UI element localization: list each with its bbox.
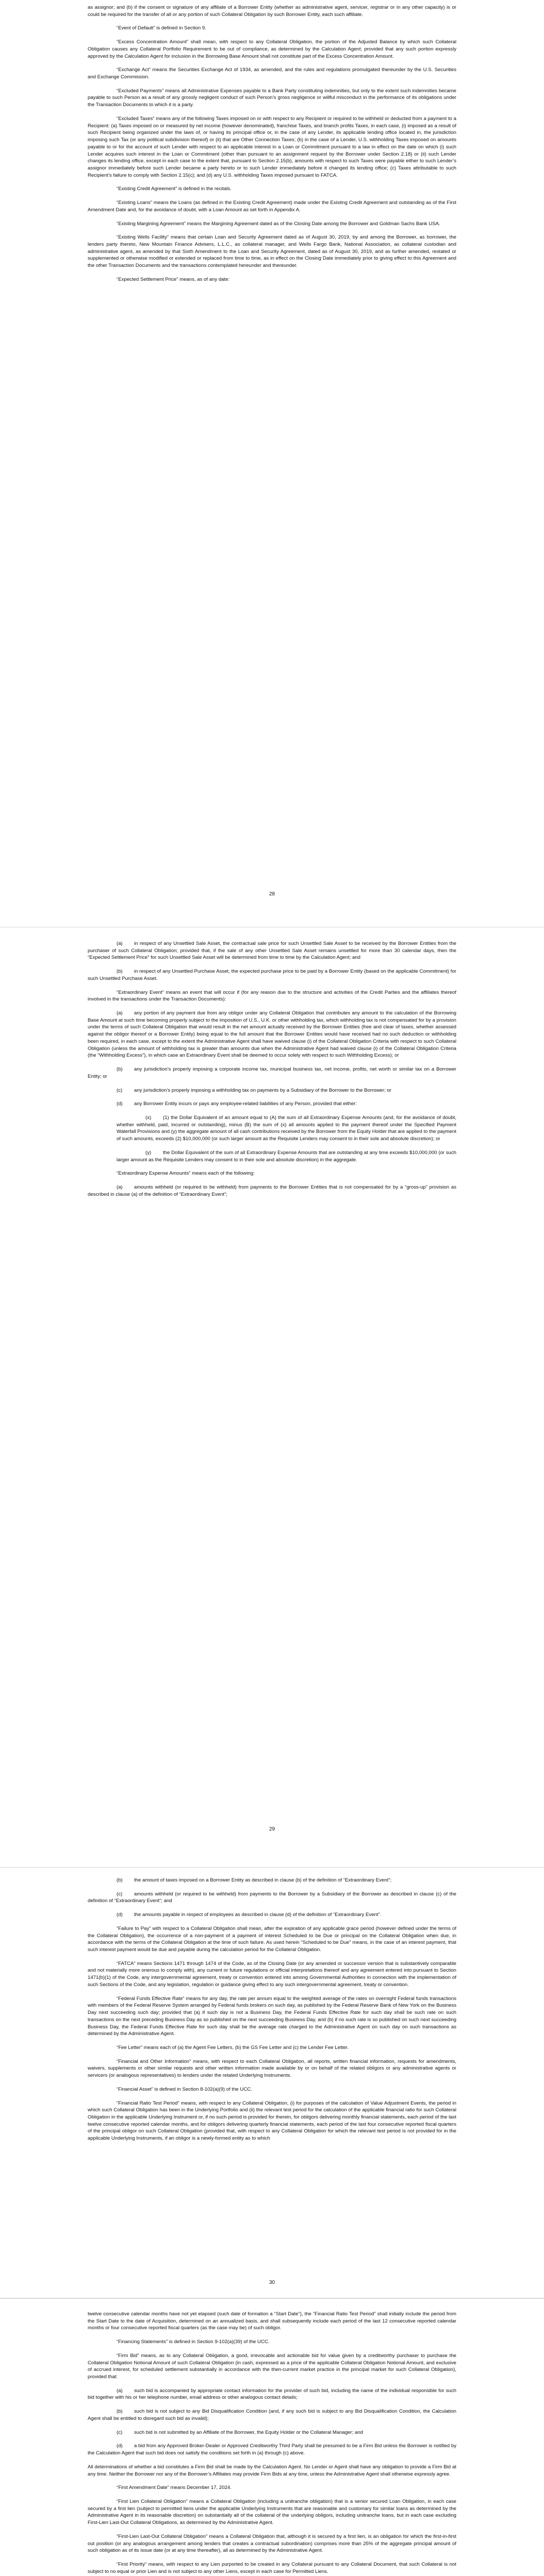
paragraph: as assignor; and (b) if the consent or signature of any affiliate of a Borrower Entity (whether as administrative agent, servicer, registrar or in any other capacity) is or could be required for the transfer of all or any portion of such Collateral Obligation by such Borrower Entity, each such affiliate.	[88, 5, 456, 18]
definition-extraordinary-expense-amounts: “Extraordinary Expense Amounts” means each of the following:	[117, 1171, 255, 1177]
list-item: (d) a bid from any Approved Broker-Dealer or Approved Creditworthy Third Party shall be presumed to be a Firm Bid unless the Borrower is notified by the Calculation Agent that such bid does not satisfy the conditions set forth in (a) through (c) above.	[88, 2443, 456, 2456]
definition-first-priority: “First Priority” means, with respect to any Lien purported to be created in any Collateral pursuant to any Collateral Document, that such Collateral is not subject to no equal or prior Lien and is not subject to any other Liens, except in each case for Permitted Liens.	[88, 2561, 456, 2574]
definition-financial-and-other-information: “Financial and Other Information” means, with respect to each Collateral Obligation, all reports, written financial information, requests for amendments, waivers, supplements or other similar requests and other written information made available by or on behalf of the related obligors or any administrative agents or servicers (or analogous representatives) to lenders under the related Underlying Instruments.	[88, 2058, 456, 2079]
paragraph: All determinations of whether a bid constitutes a Firm Bid shall be made by the Calculation Agent. No Lender or Agent shall have any obligation to provide a Firm Bid at any time. Neither the Borrower nor any of the Borrower’s Affiliates may provide Firm Bids at any time, unless the Administrative Agent shall otherwise expressly agree.	[88, 2464, 456, 2477]
list-item: (d) the amounts payable in respect of employees as described in clause (d) of the definition of “Extraordinary Event”.	[117, 1912, 382, 1918]
list-item: (b) any jurisdiction’s properly imposing a corporate income tax, municipal business tax, net income, profits, net worth or similar tax on a Borrower Entity; or	[88, 1066, 456, 1079]
definition-excess-concentration-amount: “Excess Concentration Amount” shall mean, with respect to any Collateral Obligation, the portion of the Adjusted Balance by which such Collateral Obligation causes any Collateral Portfolio Requirement to be out of compliance, as determined by the Calculation Agent; provided that any such portion expressly approved by the Calculation Agent for inclusion in the Borrowing Base Amount shall not constitute part of the Excess Concentration Amount.	[88, 39, 456, 59]
definition-existing-credit-agreement: “Existing Credit Agreement” is defined in the recitals.	[117, 186, 232, 192]
list-item: (y) the Dollar Equivalent of the sum of all Extraordinary Expense Amounts that are outstanding at any time exceeds $10,000,000 (or such larger amount as the Requisite Lenders may consent to in their sole and absolute discretion) in the aggregate.	[117, 1149, 456, 1163]
definition-federal-funds-effective-rate: “Federal Funds Effective Rate” means for any day, the rate per annum equal to the weighted average of the rates on overnight Federal funds transactions with members of the Federal Reserve System arranged by Federal funds brokers on such day, as published by the Federal Reserve Bank of New York on the Business Day next succeeding such day; provided that (a) if such day is not a Business Day, the Federal Funds Effective Rate for such day shall be such rate on such transactions on the next preceding Business Day as so published on the next succeeding Business Day, and (b) if no such rate is so published on such next succeeding Business Day, the Federal Funds Effective Rate for such day shall be the average rate charged to the Administrative Agent on such day on such transactions as determined by the Administrative Agent.	[88, 1995, 456, 2037]
document-page	[0, 0, 544, 927]
definition-existing-wells-facility: “Existing Wells Facility” means that certain Loan and Security Agreement dated as of August 30, 2019, by and among the Borrower, as borrower, the lenders party thereto, New Mountain Finance Advisers, L.L.C., as collateral manager, and Wells Fargo Bank, National Association, as collateral custodian and administrative agent, as amended by that Sixth Amendment to the Loan and Security Agreement, dated as of August 30, 2019, and as further amended, restated or supplemented or otherwise modified or extended or replaced from time to time, as in effect on the Closing Date immediately prior to giving effect to this Agreement and the other Transaction Documents and the transactions contemplated hereunder and thereunder.	[88, 234, 456, 269]
list-item: (b) such bid is not subject to any Bid Disqualification Condition (and, if any such bid is subject to any Bid Disqualification Condition, the Calculation Agent shall be entitled to disregard such bid as invalid);	[88, 2409, 456, 2421]
definition-existing-loans: “Existing Loans” means the Loans (as defined in the Existing Credit Agreement) made under the Existing Credit Agreement and outstanding as of the First Amendment Date and, for the avoidance of doubt, with a Loan Amount as set forth in Appendix A.	[88, 200, 456, 213]
definition-event-of-default: “Event of Default” is defined in Section 9.	[117, 25, 206, 31]
list-item: (x) (1) the Dollar Equivalent of an amount equal to (A) the sum of all Extraordinary Expense Amounts (and, for the avoidance of doubt, whether withheld, paid, incurred or outstanding), minus (B) the sum of (x) all amounts applied to the payment thereof under the Specified Payment Waterfall Provisions and (y) the aggregate amount of all cash contributions received by the Borrower from the Equity Holder that are applied to the payment of such amounts, exceeds (2) $10,000,000 (or such larger amount as the Requisite Lenders may consent to in their sole and absolute discretion); or	[117, 1114, 456, 1142]
definition-extraordinary-event: “Extraordinary Event” means an event that will occur if (for any reason due to the structure and activities of the Credit Parties and the affiliates thereof involved in the transactions under the Transaction Documents):	[88, 989, 456, 1003]
definition-exchange-act: “Exchange Act” means the Securities Exchange Act of 1934, as amended, and the rules and regulations promulgated thereunder by the U.S. Securities and Exchange Commission.	[88, 67, 456, 80]
list-item: (d) any Borrower Entity incurs or pays any employee-related liabilities of any Person, provided that either:	[117, 1101, 357, 1107]
page-number: 28	[269, 891, 275, 897]
page-body	[88, 2311, 456, 2576]
definition-financial-ratio-test-period: “Financial Ratio Test Period” means, with respect to any Collateral Obligation, (i) for purposes of the calculation of Value Adjustment Events, the period in which such Collateral Obligation has been in the Underlying Portfolio and (ii) the relevant test period for the calculation of the applicable financial ratio for such Collateral Obligation in the applicable Underlying Instrument or, if no such period is provided for therein, for obligors delivering monthly financial statements, each period of the last twelve consecutive reported calendar months, and for obligors delivering quarterly financial statements, each period of the last four consecutive reported fiscal quarters of the principal obligor on such Collateral Obligation (provided that, with respect to any Collateral Obligation for which the relevant test period is not provided for in the applicable Underlying Instruments, if an obligor is a newly-formed entity as to which	[88, 2100, 456, 2142]
page-number: 29	[269, 1826, 275, 1832]
document-page	[0, 927, 544, 1868]
list-item: (c) amounts withheld (or required to be withheld) from payments to the Borrower by a Subsidiary of the Borrower as described in clause (c) of the definition of “Extraordinary Event”; and	[88, 1891, 456, 1904]
definition-first-lien-collateral-obligation: “First Lien Collateral Obligation” means a Collateral Obligation (including a unitranche obligation) that is a senior secured Loan Obligation, in each case secured by a first lien (subject to permitted liens under the applicable Underlying Instruments that are reasonable and customary for similar loans as determined by the Administrative Agent in its reasonable discretion) on substantially all of the collateral of the underlying obligors, including unitranche loans, but in each case excluding First-Lien Last-Out Collateral Obligations, as determined by the Administrative Agent.	[88, 2498, 456, 2526]
page-body	[88, 940, 456, 1205]
definition-expected-settlement-price: “Expected Settlement Price” means, as of any date:	[117, 276, 230, 282]
definition-existing-margining-agreement: “Existing Margining Agreement” means the Margining Agreement dated as of the Closing Date among the Borrower and Goldman Sachs Bank USA.	[117, 221, 440, 227]
definition-first-amendment-date: “First Amendment Date” means December 17, 2024.	[117, 2485, 232, 2491]
list-item: (c) any jurisdiction’s properly imposing a withholding tax on payments by a Subsidiary of the Borrower to the Borrower; or	[117, 1087, 391, 1093]
definition-firm-bid: “Firm Bid” means, as to any Collateral Obligation, a good, irrevocable and actionable bid for value given by a creditworthy purchaser to purchase the Collateral Obligation Notional Amount of such Collateral Obligation (in cash, expressed as a price of the applicable Collateral Obligation Notional Amount, and exclusive of accrued interest, for scheduled settlement substantially in accordance with the then-current market practice in the principal market for such Collateral Obligation), provided that:	[88, 2352, 456, 2380]
paragraph: twelve consecutive calendar months have not yet elapsed (such date of formation a “Start Date”), the “Financial Ratio Test Period” shall initially include the period from the Start Date to the date of Acquisition, determined on an annualized basis, and shall subsequently include each period of the last 12 consecutive reported calendar months or four consecutive reported fiscal quarters (as the case may be) of such obligor.	[88, 2311, 456, 2331]
list-item: (a) such bid is accompanied by appropriate contact information for the provider of such bid, including the name of the individual responsible for such bid together with his or her telephone number, email address or other analogous contact details;	[88, 2387, 456, 2401]
document-page	[0, 1868, 544, 2576]
definition-fee-letter: “Fee Letter” means each of (a) the Agent Fee Letters, (b) the GS Fee Letter and (c) the Lender Fee Letter.	[117, 2044, 349, 2050]
definition-failure-to-pay: “Failure to Pay” with respect to a Collateral Obligation shall mean, after the expiration of any applicable grace period (however defined under the terms of the Collateral Obligation), the occurrence of a non-payment of a payment of interest Scheduled to be Due or principal on the Collateral Obligation when due, in accordance with the terms of the Collateral Obligation at the time of such failure. As used herein “Scheduled to be Due” means, in the case of an interest payment, that such interest payment would be due and payable during the calculation period for the Collateral Obligation.	[88, 1925, 456, 1953]
list-item: (b) the amount of taxes imposed on a Borrower Entity as described in clause (b) of the definition of “Extraordinary Event”;	[117, 1877, 392, 1883]
definition-excluded-taxes: “Excluded Taxes” means any of the following Taxes imposed on or with respect to any Recipient or required to be withheld or deducted from a payment to a Recipient: (a) Taxes imposed on or measured by net income (however denominated), franchise Taxes, and branch profits Taxes, in each case, (i) imposed as a result of such Recipient being organized under the laws of, or having its principal office or, in the case of any Lender, its applicable lending office located in, the jurisdiction imposing such Tax (or any political subdivision thereof) or (ii) that are Other Connection Taxes; (b) in the case of a Lender, U.S. withholding Taxes imposed on amounts payable to or for the account of such Lender with respect to an applicable interest in a Loan or Commitment pursuant to a law in effect on the date on which (i) such Lender acquires such interest in the Loan or Commitment (other than pursuant to an assignment request by the Borrower under Section 2.18) or (ii) such Lender changes its lending office, except in each case to the extent that, pursuant to Section 2.15(b), amounts with respect to such Taxes were payable either to such Lender’s assignor immediately before such Lender became a party hereto or to such Lender immediately before it changed its lending office; (c) Taxes attributable to such Recipient’s failure to comply with Section 2.15(c); and (d) any U.S. withholding Taxes imposed pursuant to FATCA.	[88, 115, 456, 178]
page-number: 30	[269, 2280, 275, 2285]
list-item: (a) any portion of any payment due from any obligor under any Collateral Obligation that contributes any amount to the calculation of the Borrowing Base Amount at such time becoming properly subject to the imposition of U.S., U.K. or other withholding tax, which withholding tax is not compensated for by a provision under the terms of such Collateral Obligation that would result in the net amount actually received by the Borrower Entities (free and clear of taxes, whether assessed against the obligor thereof or a Borrower Entity) being equal to the full amount that the Borrower Entities would have received had no such deduction or withholding been required, in each case, except to the extent the Administrative Agent shall have waived clause (i) of the Collateral Obligation Criteria with respect to such Collateral Obligation (unless the amount of withholding tax is greater than amounts due when the Administrative Agent had waived clause (i) of the Collateral Obligation Criteria (the “Withholding Excess”), in which case an Extraordinary Event shall be deemed to occur solely with respect to such Withholding Excess); or	[88, 1010, 456, 1059]
page-body	[88, 4, 456, 290]
list-item: (a) amounts withheld (or required to be withheld) from payments to the Borrower Entities that is not compensated for by a “gross-up” provision as described in clause (a) of the definition of “Extraordinary Event”;	[88, 1184, 456, 1197]
list-item: (a) in respect of any Unsettled Sale Asset, the contractual sale price for such Unsettled Sale Asset to be received by the Borrower Entities from the purchaser of such Collateral Obligation; provided that, if the sale of any other Unsettled Sale Asset remains unsettled for more than 30 calendar days, then the “Expected Settlement Price” for such Unsettled Sale Asset will be determined from time to time by the Calculation Agent; and	[88, 941, 456, 961]
definition-financial-asset: “Financial Asset” is defined in Section 8-102(a)(9) of the UCC.	[117, 2086, 252, 2092]
list-item: (b) in respect of any Unsettled Purchase Asset, the expected purchase price to be paid by a Borrower Entity (based on the applicable Commitment) for such Unsettled Purchase Asset.	[88, 969, 456, 981]
list-item: (c) such bid is not submitted by an Affiliate of the Borrower, the Equity Holder or the Collateral Manager; and	[117, 2429, 364, 2435]
definition-financing-statements: “Financing Statements” is defined in Section 9-102(a)(39) of the UCC.	[117, 2339, 270, 2345]
definition-excluded-payments: “Excluded Payments” means all Administrative Expenses payable to a Bank Party constituting indemnities, but only to the extent such indemnities became payable to such Person as a result of any grossly negligent conduct of such Person’s gross negligence or willful misconduct in the performance of its obligations under the Transaction Documents to which it is a party.	[88, 88, 456, 108]
page-divider	[0, 2298, 544, 2299]
page-body	[88, 1877, 456, 2149]
definition-fatca: “FATCA” means Sections 1471 through 1474 of the Code, as of the Closing Date (or any amended or successor version that is substantively comparable and not materially more onerous to comply with), any current or future regulations or official interpretations thereof and any agreement entered into pursuant to Section 1471(b)(1) of the Code, any intergovernmental agreement, treaty or convention entered into among Governmental Authorities in connection with the implementation of such Sections of the Code, and any legislation, regulation or guidance giving effect to any such intergovernmental agreement, treaty or convention.	[88, 1960, 456, 1988]
definition-first-lien-last-out: “First-Lien Last-Out Collateral Obligation” means a Collateral Obligation that, although it is secured by a first lien, is an obligation for which the first-in-first out position (or any analogous arrangement among lenders that creates a contractual subordination) comprises more than 25% of the aggregate principal amount of such obligation as of its issue date (or at any time thereafter), all as determined by the Administrative Agent.	[88, 2533, 456, 2554]
